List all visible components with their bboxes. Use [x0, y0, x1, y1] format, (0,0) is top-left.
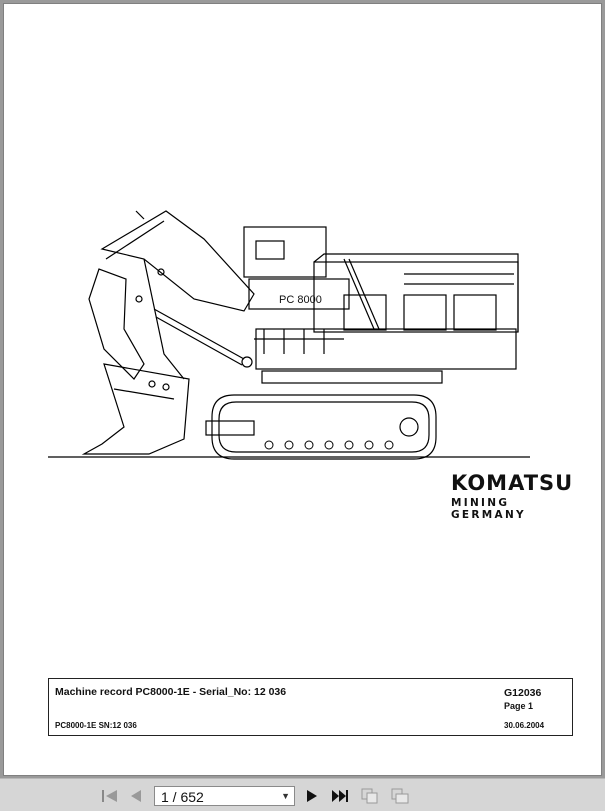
- fit-page-button[interactable]: [360, 787, 380, 805]
- next-page-button[interactable]: [302, 787, 322, 805]
- pdf-toolbar: [0, 778, 605, 811]
- last-page-button[interactable]: [330, 787, 350, 805]
- brand-subtitle: MINING GERMANY: [451, 497, 526, 521]
- brand-wordmark: KOMATSU: [451, 471, 574, 495]
- page-number-value: 1 / 652: [161, 789, 204, 805]
- fit-width-button[interactable]: [390, 787, 410, 805]
- last-page-icon: [331, 788, 349, 804]
- first-page-button[interactable]: [100, 787, 120, 805]
- fit-page-icon: [360, 787, 380, 805]
- document-page-label: Page 1: [504, 701, 534, 711]
- komatsu-logo: [451, 472, 581, 521]
- fit-width-icon: [390, 787, 410, 805]
- previous-page-button[interactable]: [126, 787, 146, 805]
- page-number-select[interactable]: [154, 786, 295, 806]
- document-title: Machine record PC8000-1E - Serial_No: 12 036: [55, 686, 287, 698]
- chevron-down-icon: ▼: [281, 791, 290, 801]
- document-date: 30.06.2004: [504, 721, 545, 730]
- title-block: [48, 678, 573, 736]
- pdf-page: [3, 3, 602, 776]
- document-subtitle: PC8000-1E SN:12 036: [55, 721, 137, 730]
- model-label: PC 8000: [279, 294, 322, 306]
- next-page-icon: [305, 788, 319, 804]
- previous-page-icon: [129, 788, 143, 804]
- excavator-drawing: [44, 199, 534, 469]
- first-page-icon: [101, 788, 119, 804]
- document-code: G12036: [504, 687, 542, 699]
